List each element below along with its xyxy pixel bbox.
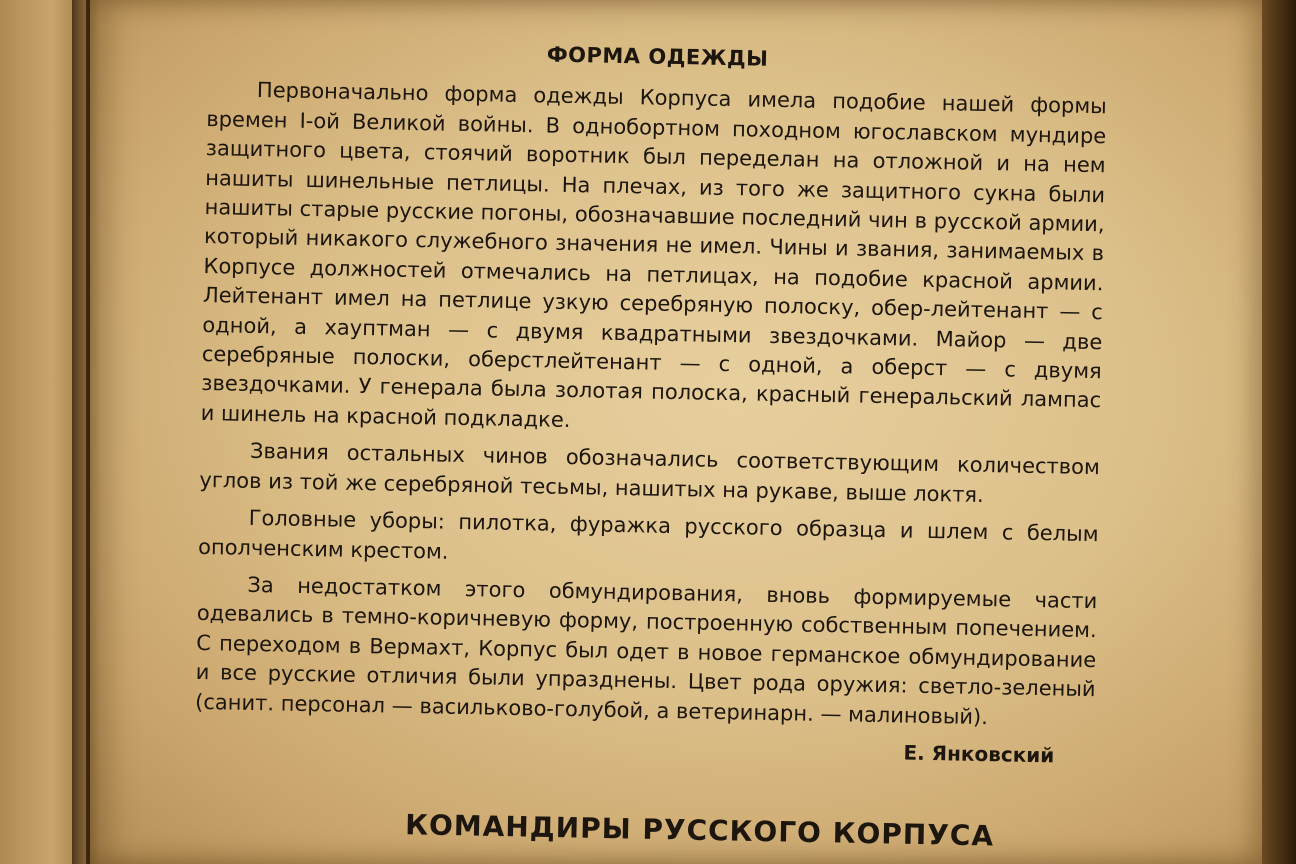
page-content (194, 34, 1108, 771)
book-page (90, 0, 1265, 864)
paragraph-uniform-origin: Первоначально форма одежды Корпуса имела подобие нашей формы времен I-ой Великой войны. В однобортном походном югославском мундире защитного цвета, стоячий воротник был переделан на отложной и на нем нашиты шинельные петлицы. На плечах, из того же защитного сукна были нашиты старые русские погоны, обозначавшие последний чин в русской армии, который никакого служебного значения не имел. Чины и звания, занимаемых в Корпусе должностей отмечались на петлицах, на подобие красной армии. Лейтенант имел на петлице узкую серебряную полоску, обер-лейтенант — с одной, а хауптман — с двумя квадратными звездочками. Майор — две серебряные полоски, оберстлейтенант — с одной, а оберст — с двумя звездочками. У генерала была золотая полоска, красный генеральский лампас и шинель на красной подкладке. (200, 78, 1108, 432)
paragraph-ranks: Звания остальных чинов обозначались соответствующим количеством углов из той же серебряной тесьмы, нашитых на рукаве, выше локтя. (199, 439, 1101, 507)
section-title: ФОРМА ОДЕЖДЫ (546, 42, 769, 71)
book-gutter-shadow (72, 0, 100, 864)
paragraph-headwear: Головные уборы: пилотка, фуражка русского образца и шлем с белым ополченским крестом. (197, 505, 1099, 564)
author-signature: Е. Янковский (903, 740, 1055, 768)
right-page-edge (1262, 0, 1296, 864)
paragraph-wehrmacht: За недостатком этого обмундирования, вновь формируемые части одевались в темно-коричневую форму, построенную собственным попечением. С переходом в Вермахт, Корпус был одет в новое германское обмундирование и все русские отличия были упразднены. Цвет рода оружия: светло-зеленый (санит. персонал — васильково-голубой, а ветеринарн. — малиновый). (194, 572, 1098, 729)
next-section-title: КОМАНДИРЫ РУССКОГО КОРПУСА (404, 808, 995, 853)
